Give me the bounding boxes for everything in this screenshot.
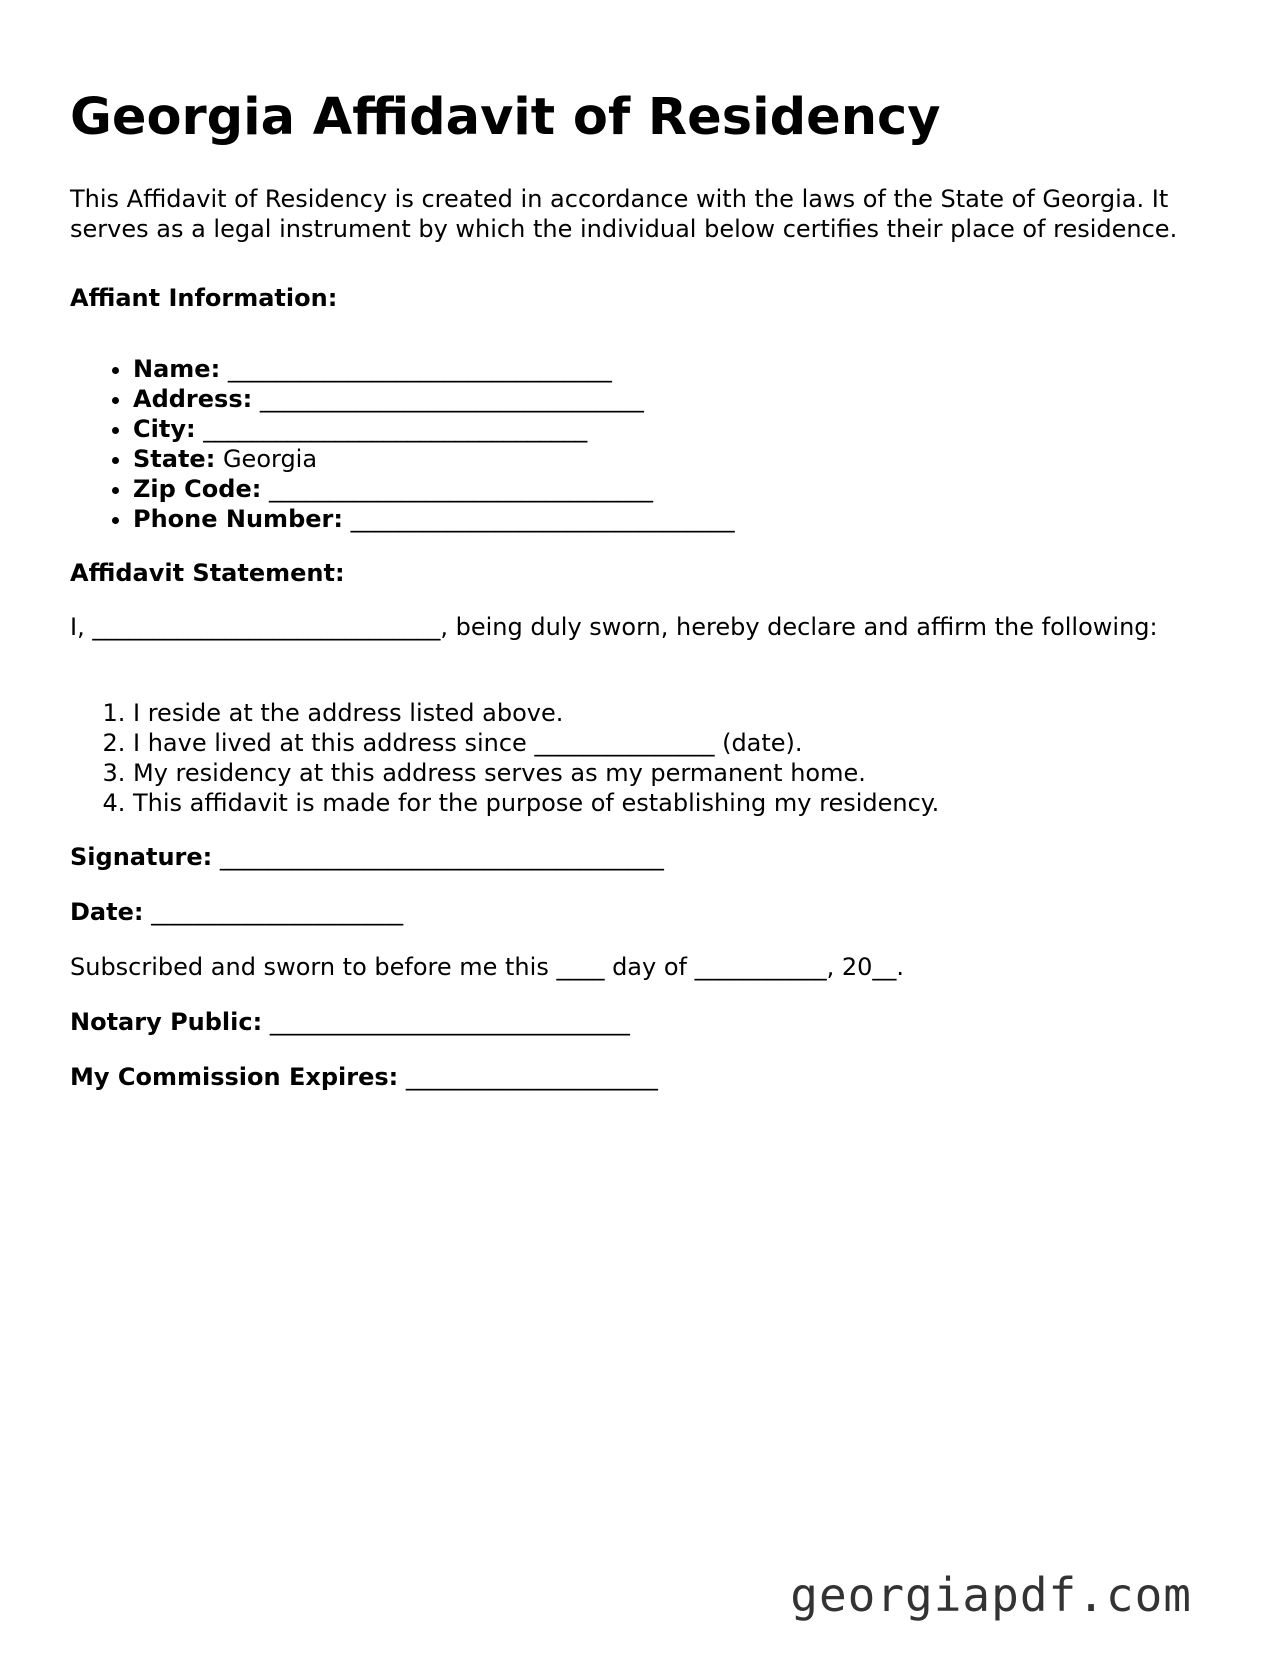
field-label: City:: [133, 415, 196, 443]
field-zip-code: [133, 474, 735, 504]
signature-line: [70, 842, 664, 872]
field-address: [133, 384, 735, 414]
date-label: Date:: [70, 898, 144, 926]
field-name: [133, 354, 735, 384]
field-city: [133, 414, 735, 444]
statements-list: [70, 698, 939, 818]
field-blank: ________________________________: [259, 385, 644, 413]
affiant-fields-list: [70, 354, 735, 534]
statement-item: 1. I reside at the address listed above.: [133, 698, 939, 728]
notary-line: [70, 1007, 630, 1037]
field-blank: ________________________________: [203, 415, 588, 443]
statement-item: 2. I have lived at this address since _______________ (date).: [133, 728, 939, 758]
field-label: State:: [133, 445, 216, 473]
field-blank: ________________________________: [268, 475, 653, 503]
document-title: Georgia Affidavit of Residency: [70, 88, 941, 147]
signature-blank: _____________________________________: [219, 843, 664, 871]
field-state: [133, 444, 735, 474]
signature-label: Signature:: [70, 843, 213, 871]
watermark-logo: georgiapdf.com: [790, 1568, 1192, 1622]
field-label: Name:: [133, 355, 221, 383]
commission-label: My Commission Expires:: [70, 1063, 399, 1091]
statement-paragraph: I, _____________________________, being duly sworn, hereby declare and affirm the following:: [70, 613, 1158, 641]
field-blank: ________________________________: [227, 355, 612, 383]
field-blank: ________________________________: [350, 505, 735, 533]
sworn-statement: Subscribed and sworn to before me this ____ day of ___________, 20__.: [70, 953, 905, 981]
statement-heading: Affidavit Statement:: [70, 559, 345, 587]
field-value: Georgia: [222, 445, 318, 473]
field-phone-number: [133, 504, 735, 534]
commission-line: [70, 1062, 658, 1092]
field-label: Phone Number:: [133, 505, 343, 533]
field-label: Zip Code:: [133, 475, 262, 503]
affiant-heading: Affiant Information:: [70, 284, 338, 312]
date-line: [70, 897, 403, 927]
commission-blank: _____________________: [405, 1063, 658, 1091]
notary-label: Notary Public:: [70, 1008, 263, 1036]
intro-paragraph: This Affidavit of Residency is created in accordance with the laws of the State of Georgia. It serves as a legal instrument by which the individual below certifies their place of residence.: [70, 185, 1178, 243]
field-label: Address:: [133, 385, 253, 413]
date-blank: _____________________: [151, 898, 404, 926]
notary-blank: ______________________________: [269, 1008, 630, 1036]
statement-item: 3. My residency at this address serves as my permanent home.: [133, 758, 939, 788]
statement-item: 4. This affidavit is made for the purpose of establishing my residency.: [133, 788, 939, 818]
